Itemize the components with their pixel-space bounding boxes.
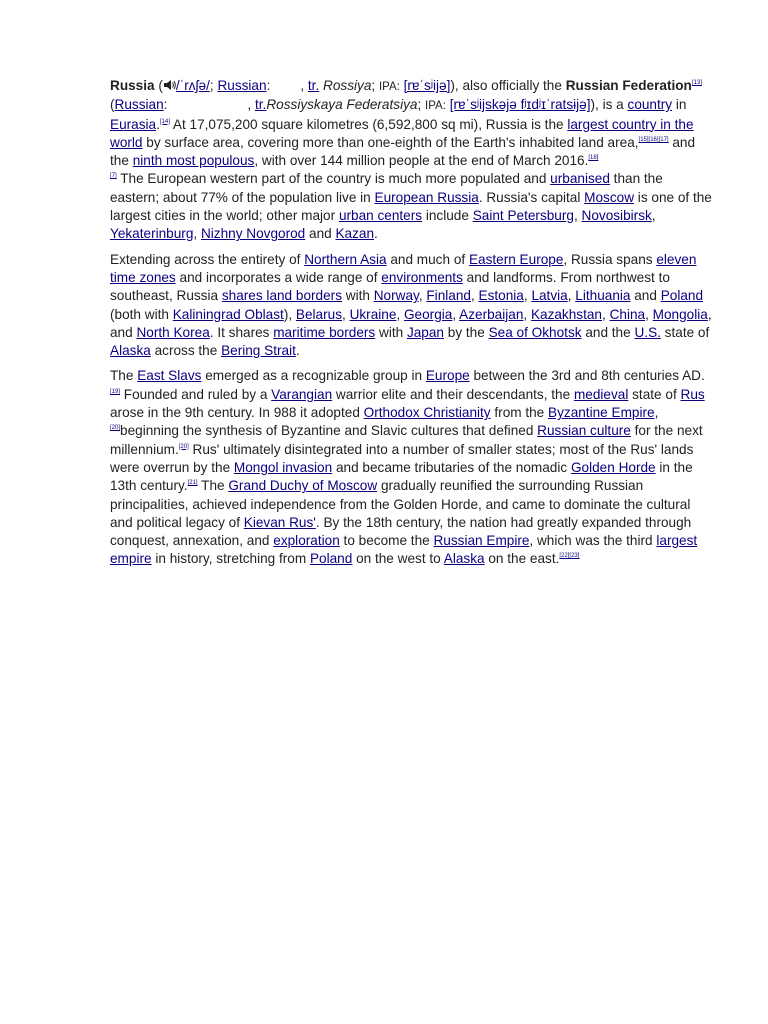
- kazakhstan-link[interactable]: Kazakhstan: [530, 306, 602, 322]
- ipa-label: IPA:: [425, 100, 446, 113]
- reference-link[interactable]: [20]: [178, 443, 189, 450]
- reference-link[interactable]: [7]: [110, 173, 117, 180]
- lithuania-link[interactable]: Lithuania: [575, 288, 631, 304]
- georgia-link[interactable]: Georgia: [403, 306, 453, 322]
- china-link[interactable]: China: [609, 306, 646, 322]
- moscow-link[interactable]: Moscow: [584, 189, 635, 205]
- shares-land-borders-link[interactable]: shares land borders: [221, 288, 342, 304]
- medieval-link[interactable]: medieval: [573, 386, 629, 402]
- russian-language-link[interactable]: Russian: [217, 78, 267, 93]
- east-slavs-link[interactable]: East Slavs: [137, 368, 202, 384]
- speaker-icon[interactable]: [163, 79, 176, 91]
- paragraph-geography: Extending across the entirety of Northern Asia and much of Eastern Europe, Russia spans eleven time zones and incorporates a wide range of environments and landforms. From northwest to southeast, Russia shares land borders with Norway, Finland, Estonia, Latvia, Lithuania and Poland (both with Kaliningrad Oblast), Belarus, Ukraine, Georgia, Azerbaijan, Kazakhstan, China, Mongolia, and North Korea. It shares maritime borders with Japan by the Sea of Okhotsk and the U.S. state of Alaska across the Bering Strait.: [110, 251, 712, 359]
- us-link[interactable]: U.S.: [634, 324, 661, 340]
- kazan-link[interactable]: Kazan: [335, 226, 375, 242]
- mongolia-link[interactable]: Mongolia: [652, 306, 708, 322]
- reference-link[interactable]: [20]: [110, 425, 121, 432]
- orthodox-christianity-link[interactable]: Orthodox Christianity: [363, 405, 491, 421]
- official-name: Russian Federation: [565, 78, 692, 93]
- largest-country-link[interactable]: largest country in the world: [110, 116, 694, 150]
- byzantine-empire-link[interactable]: Byzantine Empire: [548, 405, 655, 421]
- bering-strait-link[interactable]: Bering Strait: [221, 343, 296, 359]
- reference-link[interactable]: [21]: [187, 480, 198, 487]
- ipa-label: IPA:: [378, 81, 400, 93]
- article-subject: Russia: [110, 78, 155, 93]
- kievan-rus-link[interactable]: Kievan Rus': [243, 514, 316, 530]
- latvia-link[interactable]: Latvia: [531, 288, 568, 304]
- varangian-link[interactable]: Varangian: [271, 386, 333, 402]
- eastern-europe-link[interactable]: Eastern Europe: [468, 251, 564, 267]
- azerbaijan-link[interactable]: Azerbaijan: [459, 306, 524, 322]
- ukraine-link[interactable]: Ukraine: [349, 306, 397, 322]
- reference-link[interactable]: [18]: [588, 155, 599, 162]
- country-link[interactable]: country: [627, 97, 673, 113]
- russian-culture-link[interactable]: Russian culture: [537, 423, 631, 439]
- sea-of-okhotsk-link[interactable]: Sea of Okhotsk: [488, 324, 582, 340]
- reference-link[interactable]: [14]: [159, 118, 170, 125]
- estonia-link[interactable]: Estonia: [478, 288, 524, 304]
- reference-link[interactable]: [22][23]: [559, 553, 580, 560]
- largest-empire-link[interactable]: largest empire: [110, 533, 698, 567]
- saint-petersburg-link[interactable]: Saint Petersburg: [472, 208, 574, 224]
- european-russia-link[interactable]: European Russia: [374, 189, 479, 205]
- pronunciation-link[interactable]: /ˈrʌʃə/: [175, 78, 210, 93]
- ipa-link[interactable]: [rɐˈsʲijskəjə fʲɪdʲɪˈratsɨjə]: [449, 97, 591, 113]
- transliteration-link[interactable]: tr.: [255, 97, 267, 113]
- maritime-borders-link[interactable]: maritime borders: [273, 324, 376, 340]
- japan-link[interactable]: Japan: [406, 324, 444, 340]
- alaska-link[interactable]: Alaska: [443, 551, 485, 567]
- poland-link[interactable]: Poland: [660, 288, 704, 304]
- environments-link[interactable]: environments: [381, 269, 463, 285]
- belarus-link[interactable]: Belarus: [295, 306, 342, 322]
- article-body: [110, 77, 712, 576]
- exploration-link[interactable]: exploration: [273, 533, 340, 549]
- russian-empire-link[interactable]: Russian Empire: [433, 533, 530, 549]
- paragraph-history: The East Slavs emerged as a recognizable group in Europe between the 3rd and 8th centuries AD. [19] Founded and ruled by a Varangian warrior elite and their descendants, the medieval state of Rus arose in the 9th century. In 988 it adopted Orthodox Christianity from the Byzantine Empire, [20]beginning the synthesis of Byzantine and Slavic cultures that defined Russian culture for the next millennium.[20] Rus' ultimately disintegrated into a number of smaller states; most of the Rus' lands were overrun by the Mongol invasion and became tributaries of the nomadic Golden Horde in the 13th century.[21] The Grand Duchy of Moscow gradually reunified the surrounding Russian principalities, achieved independence from the Golden Horde, and came to dominate the cultural and political legacy of Kievan Rus'. By the 18th century, the nation had greatly expanded through conquest, annexation, and exploration to become the Russian Empire, which was the third largest empire in history, stretching from Poland on the west to Alaska on the east.[22][23]: [110, 368, 705, 567]
- transliteration-link[interactable]: tr.: [307, 78, 320, 93]
- yekaterinburg-link[interactable]: Yekaterinburg: [110, 226, 194, 242]
- north-korea-link[interactable]: North Korea: [136, 324, 210, 340]
- eurasia-link[interactable]: Eurasia: [110, 116, 157, 132]
- kaliningrad-oblast-link[interactable]: Kaliningrad Oblast: [172, 306, 284, 322]
- urbanised-link[interactable]: urbanised: [550, 171, 610, 187]
- romanized-official-name: Rossiyskaya Federatsiya: [266, 97, 418, 113]
- reference-link[interactable]: [15][16][17]: [638, 136, 669, 143]
- northern-asia-link[interactable]: Northern Asia: [304, 251, 387, 267]
- norway-link[interactable]: Norway: [373, 288, 419, 304]
- novosibirsk-link[interactable]: Novosibirsk: [581, 208, 652, 224]
- poland-link[interactable]: Poland: [309, 551, 353, 567]
- rus-link[interactable]: Rus: [680, 386, 705, 402]
- russian-language-link[interactable]: Russian: [114, 97, 164, 113]
- paragraph-intro: Russia ( /ˈrʌʃə/; Russian: , tr. Rossiya; IPA: [rɐˈsʲijə]), also officially the Russian Federation[13] (Russian: , tr.Rossiyskaya Federatsiya; IPA: [rɐˈsʲijskəjə fʲɪdʲɪˈratsɨjə]), is a country in Eurasia.[14] At 17,075,200 square kilometres (6,592,800 sq mi), Russia is the largest country in the world by surface area, covering more than one-eighth of the Earth's inhabited land area,[15][16][17] and the ninth most populous, with over 144 million people at the end of March 2016.[18] [7] The European western part of the country is much more populated and urbanised than the eastern; about 77% of the population live in European Russia. Russia's capital Moscow is one of the largest cities in the world; other major urban centers include Saint Petersburg, Novosibirsk, Yekaterinburg, Nizhny Novgorod and Kazan.: [110, 78, 712, 242]
- europe-link[interactable]: Europe: [425, 368, 470, 384]
- ninth-most-populous-link[interactable]: ninth most populous: [132, 153, 255, 169]
- mongol-invasion-link[interactable]: Mongol invasion: [233, 459, 333, 475]
- alaska-link[interactable]: Alaska: [110, 343, 151, 359]
- ipa-link[interactable]: [rɐˈsʲijə]: [403, 78, 451, 93]
- finland-link[interactable]: Finland: [426, 288, 471, 304]
- eleven-time-zones-link[interactable]: eleven time zones: [110, 251, 697, 285]
- nizhny-novgorod-link[interactable]: Nizhny Novgorod: [200, 226, 306, 242]
- golden-horde-link[interactable]: Golden Horde: [570, 459, 656, 475]
- romanized-name: Rossiya: [323, 78, 372, 93]
- urban-centers-link[interactable]: urban centers: [338, 208, 423, 224]
- reference-link[interactable]: [13]: [691, 80, 702, 86]
- grand-duchy-of-moscow-link[interactable]: Grand Duchy of Moscow: [228, 478, 378, 494]
- reference-link[interactable]: [19]: [110, 388, 121, 395]
